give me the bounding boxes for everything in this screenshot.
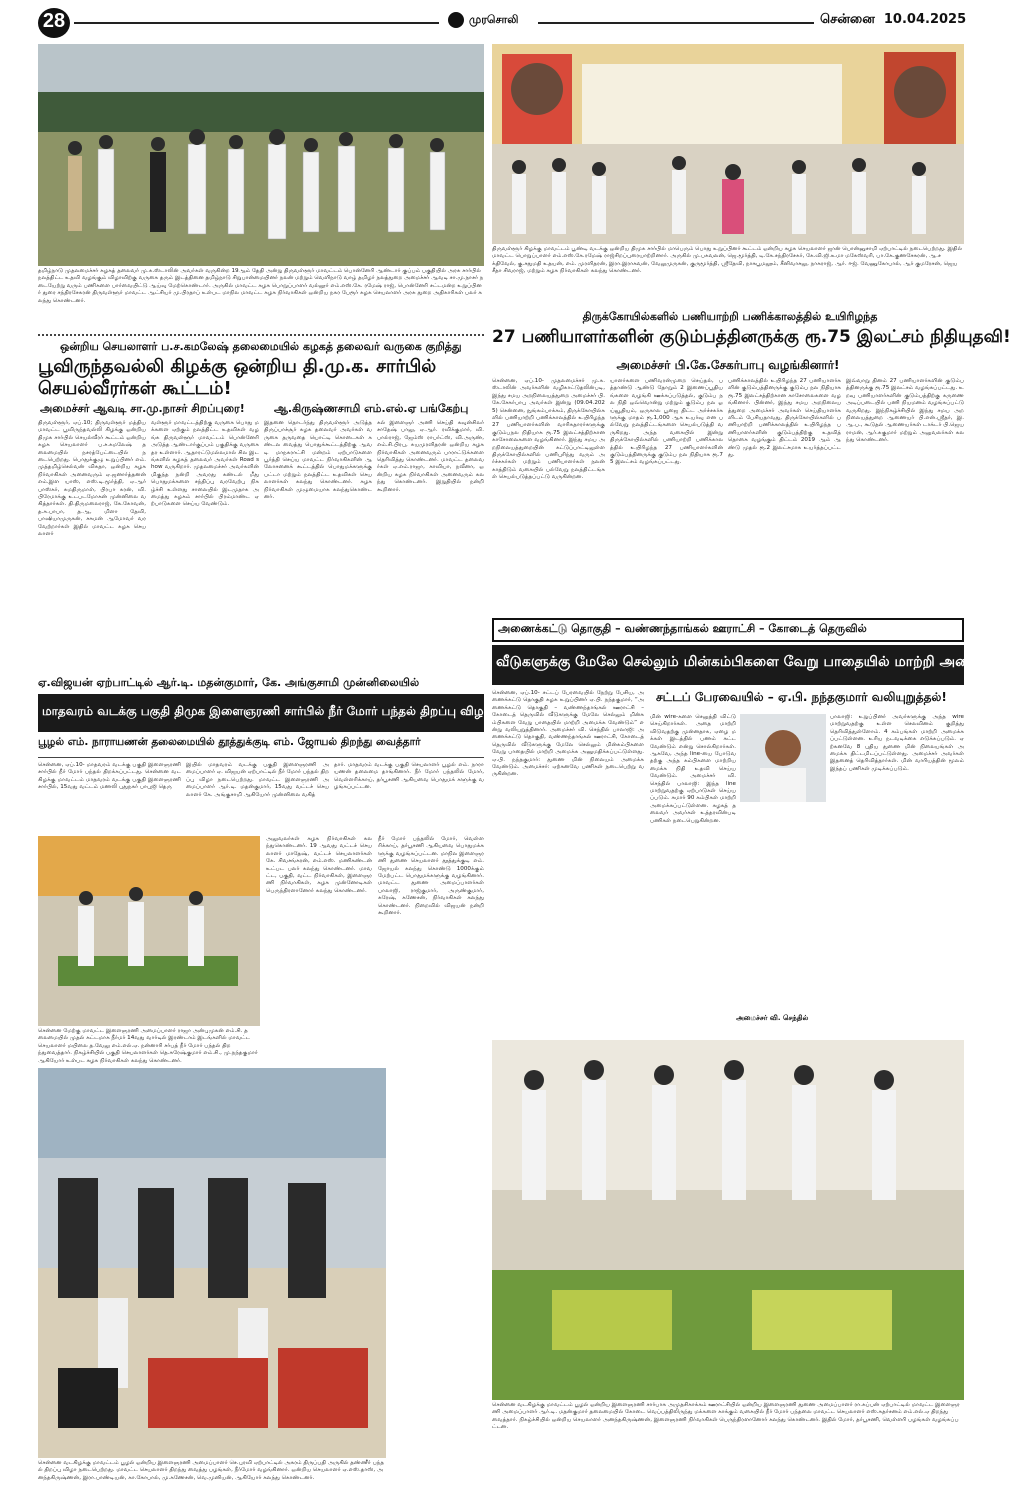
- fruit-stall-photo-caption: சென்னை வடகிழக்கு மாவட்டம் பூழல் ஒன்றிய இளைஞரணி சார்பாக அமுதசிகாக்கம் ஊராட்சியில் ஒன்றிய இளைஞரணி துணை அமைப்பாளர் ரா.கப்பன் ஏற்பாட்டில் மாவட்ட இளைஞரணி அமைப்பாளர் ஆர்.டி. மதன்குமார் தலைமையில் கோடை வெப்பத்திலிருந்து மக்களை காக்கும் வகையில் நீர் மோர் பந்தலை மாவட்ட செயலாளர் எஸ்.சுதர்சனம் எம்.எல்.ஏ திறந்து வைத்தார். நிகழ்ச்சியில் ஒன்றிய செயலாளர் அனந்தகிருஷ்ணன், இளைஞரணி நிர்வாகிகள் பெருந்திரளானோர் கலந்து கொண்டனர். இதில் மோர், தர்பூசணி, வெள்ளரி பழங்கள் வழங்கப்பட்டன.: [492, 1402, 960, 1431]
- power-kicker: அணைக்கட்டு தொகுதி – வண்ணந்தாங்கல் ஊராட்சி – கோடைத் தெருவில்: [498, 622, 867, 635]
- poonamallee-sub-right: ஆ.கிருஷ்ணசாமி எம்.எல்.ஏ பங்கேற்பு: [274, 402, 469, 415]
- temple-col-1: சென்னை, ஏப்.10- முதலமைச்சர் மு.க.ஸ்டாலின் அவர்களின் வழிகாட்டுதலின்படி, இந்து சமய அறநிலையத்துறை அமைச்சர் பி.கே.சேகர்பாபு அவர்கள் இன்று (09.04.2025) சென்னை, நுங்கம்பாக்கம், திருக்கோயில்களில் பணியாற்றி பணிக்காலத்தில் உயிரிழந்த 27 பணியாளர்களின் வாரிசுதாரர்களுக்கு குடும்பநல நிதியாக ரூ.75 இலட்சத்திற்கான காசோலைகளை வழங்கினார். இந்து சமய அறநிலையத்துறையின் கட்டுப்பாட்டிலுள்ள திருக்கோயில்களில் பணிபுரிந்து வரும் அர்ச்சகர்கள் மற்றும் பணியாளர்கள் நலன் காத்திடும் வகையில் பல்வேறு நலத்திட்டங்கள் செயல்படுத்தப்பட்டு வருகின்றன.: [492, 378, 605, 481]
- minister-name-label: அமைச்சர் வி. செந்தில்: [736, 1014, 809, 1022]
- bottom-mid-col-2: நீர் மோர் பந்தலில் மோர், வெள்ளரிக்காய், தர்பூசணி ஆகியவை பொதுமக்களுக்கு வழங்கப்பட்டன. மாநில இளைஞரணி துணை செயலாளர் தூத்துக்குடி எம். ஜோயல் கலந்து கொண்டு 1000க்கும் மேற்பட்ட பொதுமக்களுக்கு வழங்கினார். மாவட்ட துணை அமைப்பாளர்கள் பாலாஜி, ராஜ்குமார், அருண்குமார், சுரேஷ், கணேசன், நிர்வாகிகள் கலந்து கொண்டனர். நிறைவில் விஜயன் நன்றி கூறினார்.: [378, 836, 484, 917]
- bottom-mid-col-1: அலுவலர்கள் கழக நிர்வாகிகள் கலந்துகொண்டனர். 19 ஆவது வட்டச் செயலாளர் மாதேஷ், வட்டச் செயலாளர்கள் கே. சிவசங்கரன், எம்.எஸ். மணிகண்டன் உட்பட பலர் கலந்து கொண்டனர். மாவட்ட, பகுதி, வட்ட நிர்வாகிகள், இளைஞரணி நிர்வாகிகள், கழக முன்னோடிகள் பெருந்திரளானோர் கலந்து கொண்டனர்.: [266, 836, 372, 894]
- water-booth-photo-2-caption: சென்னை வடகிழக்கு மாவட்டம் பூழல் ஒன்றிய இளைஞரணி அமைப்பாளர் செ.புரவி ஏற்பாட்டில் அகரம் திருப்பதி அருகில் தண்ணீர் பந்தல் திறப்பு விழா நடைபெற்றது. மாவட்ட செயலாளர் திறந்து வைத்து பழங்கள், நீர்மோர் வழங்கினார். ஒன்றிய செயலாளர் ஏ.எஸ்.தாஸ், அனந்தகிருஷ்ணன், இரா.பாண்டியன், கா.கோபால், மு.கணேசன், வெ.முனியன், ஆகியோர் கலந்து கொண்டனர்.: [38, 1460, 384, 1481]
- madhavaram-col-1: சென்னை, ஏப்.10- மாதவரம் வடக்கு பகுதி இளைஞரணி சார்பில் நீர் மோர் பந்தல் திறக்கப்பட்டது. சென்னை வடகிழக்கு மாவட்டம் மாதவரம் வடக்கு பகுதி இளைஞரணி சார்பில், 15வது வட்டம் மணலி புதுநகர் பாபுஜி தெரு: [38, 762, 181, 791]
- header-rule-right: [538, 22, 814, 24]
- fruit-stall-photo: [492, 1040, 964, 1400]
- poonamallee-col-2: வள்ளூர் மாவட்டத்திற்கு வருகை பொது மக்களை ஏற்கும் நலத்திட்ட உதவிகள் வழங்க திருவள்ளூர் மாவட்டம் பொன்னேரி அடுத்த ஆண்டார்குப்பம் பகுதிக்கு வருகை தர உள்ளார். ஆதாரட்டுமல்லமால் சில இடங்களில் கழகத் தலைவர் அவர்கள் Road show வருகிறார். முதலமைச்சர் அவர்களின் மிகுந்த நன்றி அவரது கண்டல் மீது பொதுமக்களை சந்திப்பு வரவேற்பு நிகழ்ச்சி உள்ளது சாலையில் இடமுதாக அமைத்து கழகம் சார்பில் பிரம்மாண்ட ஏற்பாடுகளை செய்ய வேண்டும்.: [151, 420, 259, 508]
- temple-col-4: இவ்வாறு தினம் 27 பணியாளர்களின் குடும்பத்தினருக்கு ரூ.75 இலட்சம் வழங்கப்பட்டது. உறவு பணியாளர்களின் குடும்பத்திற்கு கருணை அடிப்படையில் பணி நியமனம் வழங்கப்பட்டு வருகிறது. இந்நிகழ்ச்சியில் இந்து சமய அறநிலையத்துறை ஆணையர் பி.என்.ஸ்ரீதர், இ.ஆ.ப., கூடுதல் ஆணையர்கள் டாக்டர் பி.ஜெயராமன், ஆர்.சுகுமார் மற்றும் அலுவலர்கள் கலந்து கொண்டனர்.: [846, 378, 965, 444]
- poonamallee-col-1: திருவள்ளூர், ஏப்.10; திருவள்ளூர் மத்திய மாவட்ட பூவிருந்தவல்லி கிழக்கு ஒன்றிய திமுக சார்பில் செயல்வீரர் கூட்டம் ஒன்றிய கழக செயலாளர் ப.ச.கமலேஷ் தலைமையில் நசரத்பேட்டையில் நடைபெற்றது. பொதுக்குழு உறுப்பினர் எம்.முத்தமிழ்செல்வன் விசுதா, ஒன்றிய கழக நிர்வாகிகள் அனைவரும் ஏ.ஜனார்த்தனன் எம்.இள யாஸ், எஸ்.டி.மூர்த்தி, ஏ.ஆர் பாஸ்கர், சுமதிருமாள், பிரபா கரன், வி.பிரேமாக்கு உடபடமோகன் முன்னிலை வகித்தார்கள். தி.திருமலைராஜ், கே.கோவன், த.சு.பாபா, த.ஆ, மிளா தேவி, பாஷியாமுருகன், சசுமன் ஆமோவர் வரவேற்றார்கள் இதில் மாவட்ட கழக செயலாளர்: [38, 420, 146, 538]
- power-headline: வீடுகளுக்கு மேலே செல்லும் மின்கம்பிகளை வேறு பாதையில் மாற்றி அமைத்திடுக!: [496, 654, 1028, 670]
- power-sub: சட்டப் பேரவையில் – ஏ.பி. நந்தகுமார் வலியுறுத்தல்!: [656, 690, 947, 704]
- page-number: 28: [42, 10, 66, 32]
- temple-kicker: திருக்கோயில்களில் பணியாற்றி பணிக்காலத்தில் உயிரிழந்த: [582, 310, 878, 323]
- poonamallee-headline: பூவிருந்தவல்லி கிழக்கு ஒன்றிய தி.மு.க. சார்பில் செயல்வீரர்கள் கூட்டம்!: [38, 356, 484, 402]
- paper-logo-icon: [448, 12, 464, 28]
- poonamallee-sub-left: அமைச்சர் ஆவடி சா.மு.நாசர் சிறப்புரை!: [40, 402, 245, 415]
- power-col-3: பாலாஜி: உறுப்பினர் அவர்களுக்கு அந்த wire மாற்றுவதற்கு உள்ள செலவினம் குறித்து தெரிவித்துள்ளோம். 4 கம்பங்கள் மாற்றி அமைக்கப்பட்டுள்ளன. உரிய நடவடிக்கை எடுக்கப்படும். ஏற்கனவே 8 புதிய துணை மின் நிலையங்கள் அமைக்க திட்டமிடப்பட்டுள்ளது. அமைச்சர் அவர்கள் இதனைத் தெரிவித்தார்கள். மின் வாரியத்தின் மூலம் இந்தப் பணிகள் முடிக்கப்படும்.: [830, 714, 964, 772]
- madhavaram-col-3: தார். மாதவரம் வடக்கு பகுதி செயலாளர் பூழல் எம். நாரா யணன் தலைமை தாங்கினார். நீர் மோர் பந்தலில் மோர், வெள்ளரிக்காய், தர்பூசணி ஆகியவை பொதுமக் களுக்கு வழங்கப்பட்டன.: [334, 762, 484, 791]
- temple-col-2: யாளர்களை பணிவரன்முறை செய்தல், பத்தாண்டு ஆண்டு தோறும் 2 இணைப்பூதியங்களை வழங்கி ஊக்கப்படுத்தல், குடும்ப நல நிதி ஒவ்வொன்று மற்றும் குடும்ப நல ஓய்வூதியம், ஒருகால பூஜை திட்ட அர்ச்சகர்களுக்கு மாதம் ரூ.1,000 ஆக உயர்வு என பல்வேறு நலத்திட்டங்களை செயல்படுத்தி வருகிறது. அந்த வகையில் இன்று திருக்கோயில்களில் பணியாற்றி பணிக்காலத்தில் உயிரிழந்த 27 பணியாளர்களின் குடும்பத்தினருக்கு குடும்ப நல நிதியாக ரூ.75 இலட்சம் வழங்கப்பட்டது.: [610, 378, 723, 466]
- madhavaram-col-2: இயில் மாதவரம் வடக்கு பகுதி இளைஞரணி அமைப்பாளர் ஏ. விஜயன் ஏற்பாட்டில் நீர் மோர் பந்தல் திறப்பு விழா நடைபெற்றது. மாவட்ட இளைஞரணி அமைப்பாளர் ஆர்.டி. மதன்குமார், 15வது வட்டச் செயலாளர் கே. அங்குசாமி ஆகியோர் முன்னிலை வகித்: [186, 762, 329, 798]
- minister-portrait-art: [740, 714, 826, 802]
- water-booth-photo-2-art: [38, 1068, 386, 1458]
- paper-name: முரசொலி: [469, 13, 519, 26]
- inspection-photo-caption: தமிழ்நாடு முதலமைச்சர் கழகத் தலைவர் மு.க.ஸ்டாலின் அவர்கள் வருகின்ற 19ஆம் தேதி அன்று திருவள்ளூர் மாவட்டம் பொன்னேரி ஆண்டார் குப்பம் பகுதியில் அரசு சார்பில் நலத்திட்ட உதவி வழங்கும் விழாவிற்கு வருகை தரும் இடத்தினை தமிழ்நாடு சிறுபான்மையினர் நலன் மற்றும் வெளிநாடு வாழ் தமிழர் நலத்துறை அமைச்சர் ஆவடி சா.மு.நாசர் நடையேற்று வரும் பணிகளை பார்வையிட்டு ஆய்வு மேற்கொண்டார். அருகில் மாவட்ட கழக பொறுப்பாளர் வல்லூர் எம்.எஸ்.கே. ரமேஷ் ராஜ், பொன்னேரி சட்டமன்ற உறுப்பினர் துரை சந்திரசேகரன் திருவள்ளூர் மாவட்ட ஆட்சியர் மு.பிரதாப் உள்பட மாநில மாவட்ட கழக நிர்வாகிகள் ஒன்றிய நகர பேரூர் கழக செயலாளர் அரசு துறை அதிகாரிகள் பலர் கலந்து கொண்டனர்.: [38, 268, 484, 304]
- poonamallee-kicker: ஒன்றிய செயலாளர் ப.ச.கமலேஷ் தலைமையில் கழகத் தலைவர் வருகை குறித்து: [60, 340, 462, 353]
- divider: [38, 334, 484, 336]
- water-booth-photo-1-caption: சென்னை மேற்கு மாவட்ட இளைஞரணி அமைப்பாளர் ராஜா அன்புமுகன் எம்.சி. தலைமையில் முதல் கட்டமாக நீர்மர் 14வது வார்டில் இரண்டாம் இடங்களில் மாவட்ட செயலாளர் மயிலை த.வேலு எம்.எல்.ஏ. நன்னாரி சர்பத் நீர் மோர் பந்தல் திறந்துவைத்தார். நிகழ்ச்சியில் பகுதி செயலாளர்கள் தெ.சுரேஷ்குமார் எம்.சி., மு.நந்தகுமார் ஆகியோர் உள்பட கழக நிர்வாகிகள் கலந்து கொண்டனர்.: [38, 1028, 258, 1064]
- minister-photo: [740, 714, 826, 802]
- page-header: [8, 4, 967, 44]
- power-kicker-box: [492, 618, 964, 642]
- poonamallee-col-4: கல் இளைஞர் அணி செய்தி கவுன்சிலர் சாதேஷ் பாலு, ஏ.ஆர். ரவிக்குமார், வி.பால்ராஜ், ஜேம்ஸ் ராபர்ட்ஸ், வி.அருண், எம்.சி.பிரபு, சுயமுரளிதரன் ஒன்றிய கழக நிர்வாகிகள் அனைவரும் பாராட்டுக்களை தெரிவித்து கொண்டனர். மாவட்ட தலைவர்கள் ஏ.எம்.ராஜா, காவியா, நவீனா, ஒன்றிய கழக நிர்வாகிகள் அனைவரும் கலந்து கொண்டனர். இறுதியில் நன்றி கூறினார்.: [377, 420, 484, 493]
- water-booth-photo-2: [38, 1068, 386, 1458]
- header-rule-left: [74, 22, 439, 24]
- power-col-1: சென்னை, ஏப்.10- சட்டப் பேரவையில் நேற்று பேசிய, அணைக்கட்டு தொகுதி கழக உறுப்பினர் ஏ.பி. நந்தகுமார், “அணைக்கட்டு தொகுதி – வண்ணந்தாங்கல் ஊராட்சி – கோடைத் தெருவில் வீடுகளுக்கு மேலே செல்லும் மின்கம்பிகளை வேறு பாதையில் மாற்றி அமைக்க வேண்டும்” என்று வலியுறுத்தினார். அமைச்சர் வி. செந்தில் பாலாஜி: அணைக்கட்டு தொகுதி, வண்ணந்தாங்கல் ஊராட்சி, கோடைத் தெருவில் வீடுகளுக்கு மேலே செல்லும் மின்கம்பிகளை வேறு பாதையில் மாற்றி அமைக்க அனுமதிக்கப்பட்டுள்ளது. ஏ.பி. நந்தகுமார்: துணை மின் நிலையம் அமைக்க வேண்டும். அமைச்சர்: ஏற்கனவே பணிகள் நடைபெற்று வருகின்றன.: [492, 690, 644, 778]
- temple-col-3: பணிக்காலத்தில் உயிரிழந்த 27 பணியாளர்களின் குடும்பத்தினருக்கு குடும்ப நல நிதியாக ரூ.75 இலட்சத்திற்கான காசோலைகளை வழங்கினார். பின்னர், இந்து சமய அறநிலையத்துறை அமைச்சர் அவர்கள் செய்தியாளர்களிடம் பேசியதாவது, திருக்கோயில்களில் பணியாற்றி பணிக்காலத்தில் உயிரிழந்த பணியாளர்களின் குடும்பத்திற்கு உதவித் தொகை வழங்கும் திட்டம் 2019 ஆம் ஆண்டு முதல் ரூ.2 இலட்சமாக உயர்த்தப்பட்டது.: [728, 378, 841, 459]
- power-col-2: மின் wire-களை செலுத்தி விட்டு செய்கிறார்கள். அதை மாற்றி விடுவதற்கு முன்னதாக, ஏழை மக்கள் இடத்தில் பணம் கட்ட வேண்டும் என்று சொல்கிறார்கள். ஆகவே, அந்த line-யை போடுவதற்கு அந்த கம்பிகளை மாற்றியமைக்க நிதி உதவி செய்ய வேண்டும். அமைச்சர் வி. செந்தில் பாலாஜி: இந்த line மாற்றுவதற்கு ஏற்பாடுகள் செய்யப்படும். சுமார் 90 கம்பிகள் மாற்றி அமைக்கப்பட்டுள்ளன. கழகத் தலைவர் அவர்கள் உத்தரவின்படி பணிகள் நடைபெறுகின்றன.: [650, 714, 736, 824]
- inspection-photo-art: [38, 44, 484, 266]
- water-booth-photo-1: [38, 836, 260, 1026]
- madhavaram-headline: மாதவரம் வடக்கு பகுதி திமுக இளைஞரணி சார்பில் நீர் மோர் பந்தல் திறப்பு விழா: [42, 704, 490, 718]
- city-date: சென்னை 10.04.2025: [820, 12, 967, 27]
- madhavaram-sub: பூழல் எம். நாராயணன் தலைமையில் தூத்துக்குடி எம். ஜோயல் திறந்து வைத்தார்: [38, 736, 484, 758]
- inspection-photo: [38, 44, 484, 266]
- tiruvallur-meeting-photo-art: [492, 44, 964, 244]
- fruit-stall-photo-art: [492, 1040, 964, 1400]
- madhavaram-kicker: ஏ.விஜயன் ஏற்பாட்டில் ஆர்.டி. மதன்குமார், கே. அங்குசாமி முன்னிலையில்: [38, 676, 420, 689]
- temple-sub: அமைச்சர் பி.கே.சேகர்பாபு வழங்கினார்!: [616, 358, 840, 372]
- poonamallee-col-3: இதனை தொடர்ந்து திருவள்ளூர் அடுத்த திருப்பாச்சூர் கழக தலைவர் அவர்கள் வருகை தருவதை யொட்டி கொடைகள் கண்டல வைத்து பொதுக்கூட்டத்திற்கு ஆவடி மாநகராட்சி மன்றம் ஏற்பாடுகளை பூர்த்தி செய்ய மாவட்ட நிர்வாகிகளின் ஆலோசனைக் கூட்டத்தில் பொதுமக்களுக்கு பட்டா மற்றும் நலத்திட்ட உதவிகள் செயலாளர்கள் கலந்து கொண்டனர். கழக நிர்வாகிகள் முழுமையாக கலந்துகொண்டனர்.: [264, 420, 372, 501]
- tiruvallur-meeting-photo: [492, 44, 964, 244]
- temple-headline: 27 பணியாளர்களின் குடும்பத்தினருக்கு ரூ.75 இலட்சம் நிதியுதவி!: [492, 327, 1011, 347]
- tiruvallur-meeting-caption: திருவள்ளூர் கிழக்கு மாவட்டம் பூண்டி வடக்கு ஒன்றிய திமுக சார்பில் மாபெரும் பொது உறுப்பினர் கூட்டம் ஒன்றிய கழக செயலாளர் ஜான் பொன்னுசாமி ஏற்பாட்டில் நடைபெற்றது. இதில் மாவட்ட பொறுப்பாளர் எம்.எஸ்.கே.ரமேஷ் ராஜ்சிறப்புரையாற்றினார். அருகில் மு.பகவலன், ஜெ.மூர்த்தி, டி.கே.சந்திரசேகர், கே.வி.ஜி.உமா மகேஸ்வரி, பா.கே.குணசேகரன், ஆ.சக்திவேல், கு.சதுமதி உதயன், எம். முரளிதரன், இரா.இராகவன், வேலுமுருகன், குருமூர்த்தி, ஸ்ரீதேவி, நாகபூமலூம், சீனிவாசலு, நாகராஜ், ஆர். ஈஜ். வேணுகோபால், ஆர் குமரேசன், ஜெயசீதா சிவராஜ், மற்றும் கழக நிர்வாகிகள் கலந்து கொண்டனர்.: [492, 246, 963, 275]
- water-booth-photo-1-art: [38, 836, 260, 1026]
